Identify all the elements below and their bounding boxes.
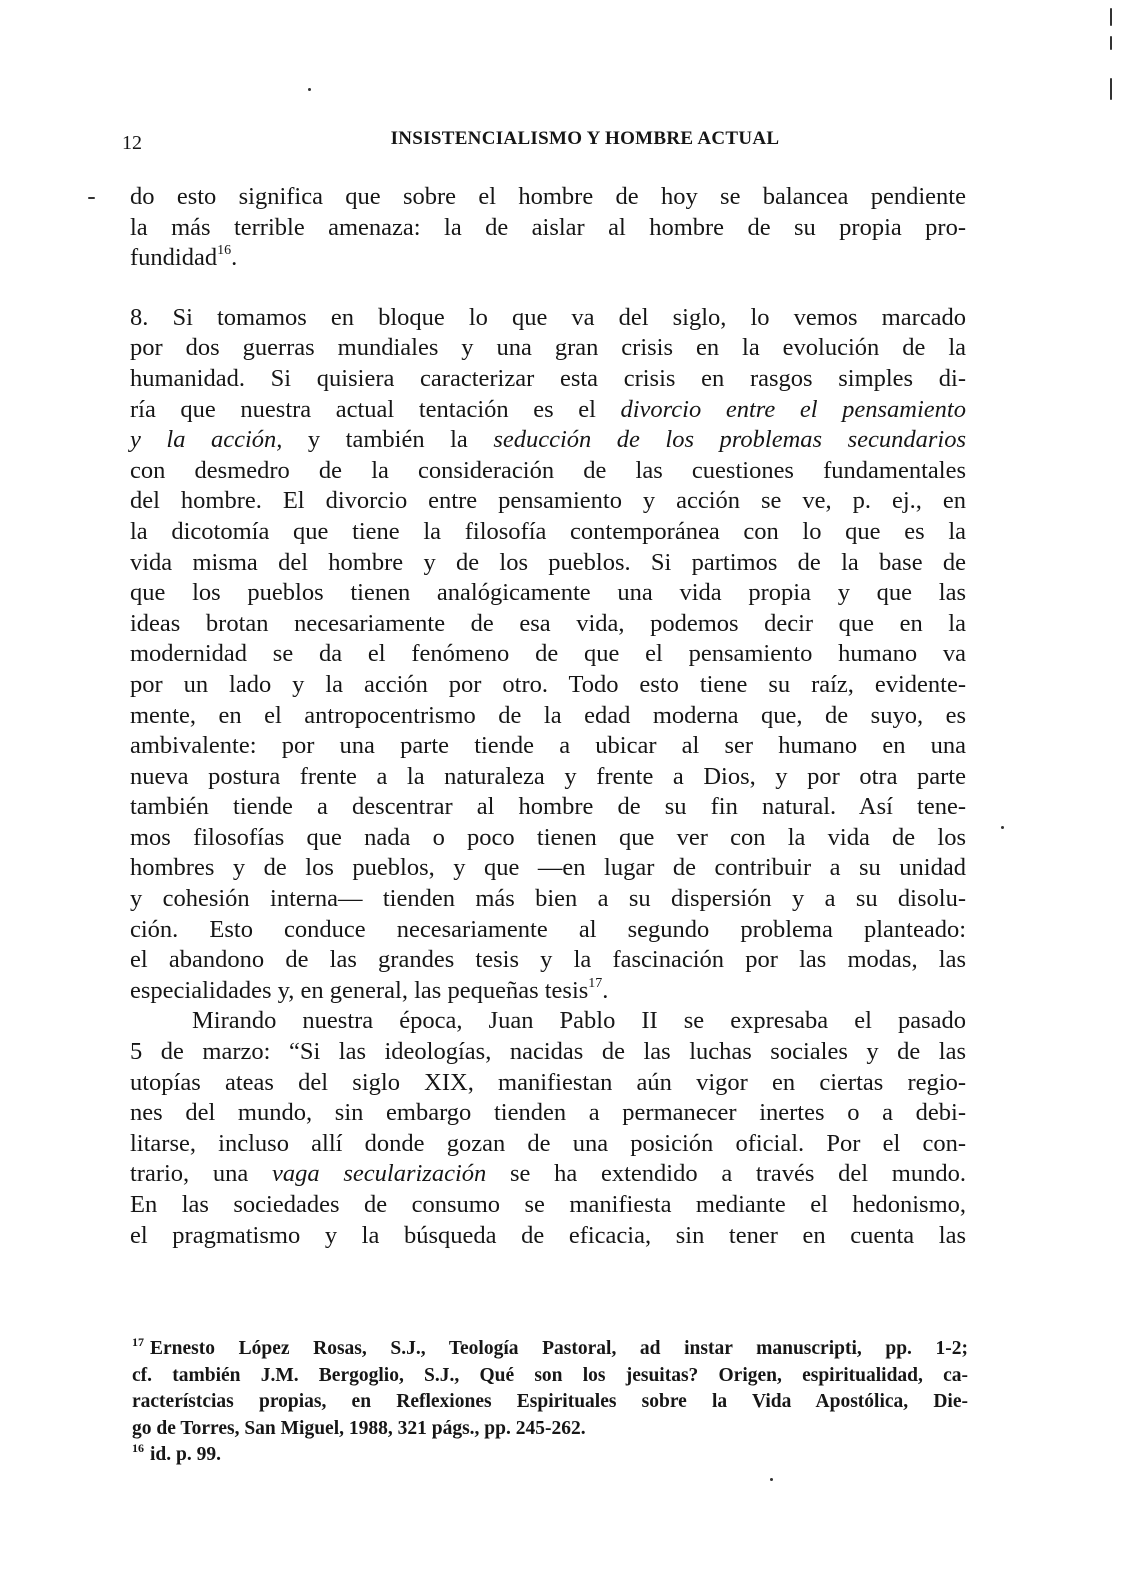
- emphasis: y la acción,: [130, 426, 283, 454]
- text-line: ción. Esto conduce necesariamente al segundo problema planteado:: [130, 915, 966, 943]
- text-line: que los pueblos tienen analógicamente una vida propia y que las: [130, 579, 966, 607]
- text-fragment: .: [602, 976, 609, 1004]
- scan-speck: [88, 197, 95, 199]
- scan-speck: [1110, 8, 1112, 26]
- text-line: y cohesión interna— tienden más bien a su dispersión y a su disolu-: [130, 885, 966, 913]
- scan-speck: [1110, 78, 1112, 100]
- text-line: do esto significa que sobre el hombre de hoy se balancea pendiente: [130, 183, 966, 210]
- text-line: la más terrible amenaza: la de aislar al hombre de su propia pro-: [130, 213, 966, 241]
- footnote-line: cf. también J.M. Bergoglio, S.J., Qué son los jesuitas? Origen, espiritualidad, ca-: [132, 1364, 968, 1386]
- text-fragment: fundidad: [130, 244, 218, 272]
- text-fragment: y también la: [282, 426, 494, 454]
- footnote-line: go de Torres, San Miguel, 1988, 321 págs., pp. 245-262.: [132, 1417, 586, 1439]
- text-fragment: Ernesto López Rosas, S.J., Teología Pastoral, ad instar manuscripti, pp. 1-2;: [150, 1338, 968, 1359]
- text-line: vida misma del hombre y de los pueblos. Si partimos de la base de: [130, 548, 966, 576]
- text-line: modernidad se da el fenómeno de que el pensamiento humano va: [130, 640, 966, 668]
- emphasis: divorcio entre el pensamiento: [620, 395, 966, 423]
- body-text: [130, 182, 966, 1251]
- text-line: En las sociedades de consumo se manifiesta mediante el hedonismo,: [130, 1191, 966, 1218]
- text-line: mente, en el antropocentrismo de la edad moderna que, de suyo, es: [130, 701, 966, 729]
- text-line: nes del mundo, sin embargo tienden a permanecer inertes o a debi-: [130, 1099, 966, 1127]
- text-line: mos filosofías que nada o poco tienen que ver con la vida de los: [130, 823, 966, 851]
- text-line: hombres y de los pueblos, y que —en lugar de contribuir a su unidad: [130, 854, 966, 882]
- text-line: el pragmatismo y la búsqueda de eficacia, sin tener en cuenta las: [130, 1221, 966, 1249]
- text-fragment: especialidades y, en general, las pequeñas tesis: [130, 976, 589, 1004]
- text-line: del hombre. El divorcio entre pensamiento y acción se ve, p. ej., en: [130, 487, 966, 515]
- paragraph-quote: [130, 1006, 966, 1251]
- text-line: por un lado y la acción por otro. Todo esto tiene su raíz, evidente-: [130, 670, 966, 698]
- footnote-line: [132, 1442, 968, 1469]
- text-fragment: id. p. 99.: [150, 1444, 221, 1465]
- footnote-mark: 16: [132, 1441, 144, 1455]
- paragraph-8: [130, 303, 966, 1007]
- footnote-line: racterístcias propias, en Reflexiones Espirituales sobre la Vida Apostólica, Die-: [132, 1391, 968, 1412]
- scan-speck: [770, 1478, 773, 1481]
- text-line: ambivalente: por una parte tiende a ubicar al ser humano en una: [130, 732, 966, 760]
- scan-speck: [308, 88, 311, 91]
- emphasis: seducción de los problemas secundarios: [493, 426, 966, 454]
- text-line: por dos guerras mundiales y una gran crisis en la evolución de la: [130, 334, 966, 362]
- paragraph-continuation: [130, 182, 966, 274]
- footnote-line: [132, 1336, 968, 1363]
- text-line: 8. Si tomamos en bloque lo que va del siglo, lo vemos marcado: [130, 303, 966, 331]
- footnote-16: [132, 1442, 968, 1469]
- footnote-ref-17: 17: [588, 975, 603, 991]
- text-line: con desmedro de la consideración de las cuestiones fundamentales: [130, 456, 966, 484]
- footnotes: [132, 1336, 968, 1469]
- footnote-mark: 17: [132, 1335, 144, 1349]
- text-fragment: ría que nuestra actual tentación es el: [130, 395, 621, 423]
- text-line: [130, 243, 966, 274]
- emphasis: vaga secularización: [272, 1160, 487, 1188]
- text-line: ideas brotan necesariamente de esa vida, podemos decir que en la: [130, 609, 966, 637]
- text-line: litarse, incluso allí donde gozan de una posición oficial. Por el con-: [130, 1129, 966, 1157]
- text-line: Mirando nuestra época, Juan Pablo II se expresaba el pasado: [192, 1007, 966, 1035]
- text-fragment: trario, una: [130, 1160, 273, 1188]
- text-fragment: .: [231, 244, 238, 272]
- text-line: humanidad. Si quisiera caracterizar esta crisis en rasgos simples di-: [130, 364, 966, 392]
- page-header: [120, 128, 980, 158]
- text-fragment: se ha extendido a través del mundo.: [486, 1160, 966, 1188]
- scan-speck: [1110, 36, 1112, 50]
- footnote-ref-16: 16: [217, 243, 232, 259]
- text-line: 5 de marzo: “Si las ideologías, nacidas de las luchas sociales y de las: [130, 1038, 966, 1066]
- running-title: INSISTENCIALISMO Y HOMBRE ACTUAL: [390, 128, 780, 149]
- text-line: nueva postura frente a la naturaleza y frente a Dios, y por otra parte: [130, 762, 966, 790]
- text-line: la dicotomía que tiene la filosofía contemporánea con lo que es la: [130, 517, 966, 545]
- text-line: utopías ateas del siglo XIX, manifiestan aún vigor en ciertas regio-: [130, 1068, 966, 1096]
- text-line: [130, 1159, 966, 1190]
- text-line: [130, 425, 966, 456]
- text-line: [130, 395, 966, 426]
- text-line: el abandono de las grandes tesis y la fascinación por las modas, las: [130, 946, 966, 974]
- text-line: también tiende a descentrar al hombre de su fin natural. Así tene-: [130, 793, 966, 821]
- footnote-17: [132, 1336, 968, 1442]
- page-number: 12: [122, 132, 142, 154]
- text-line: [130, 976, 966, 1007]
- scan-speck: [1001, 826, 1004, 829]
